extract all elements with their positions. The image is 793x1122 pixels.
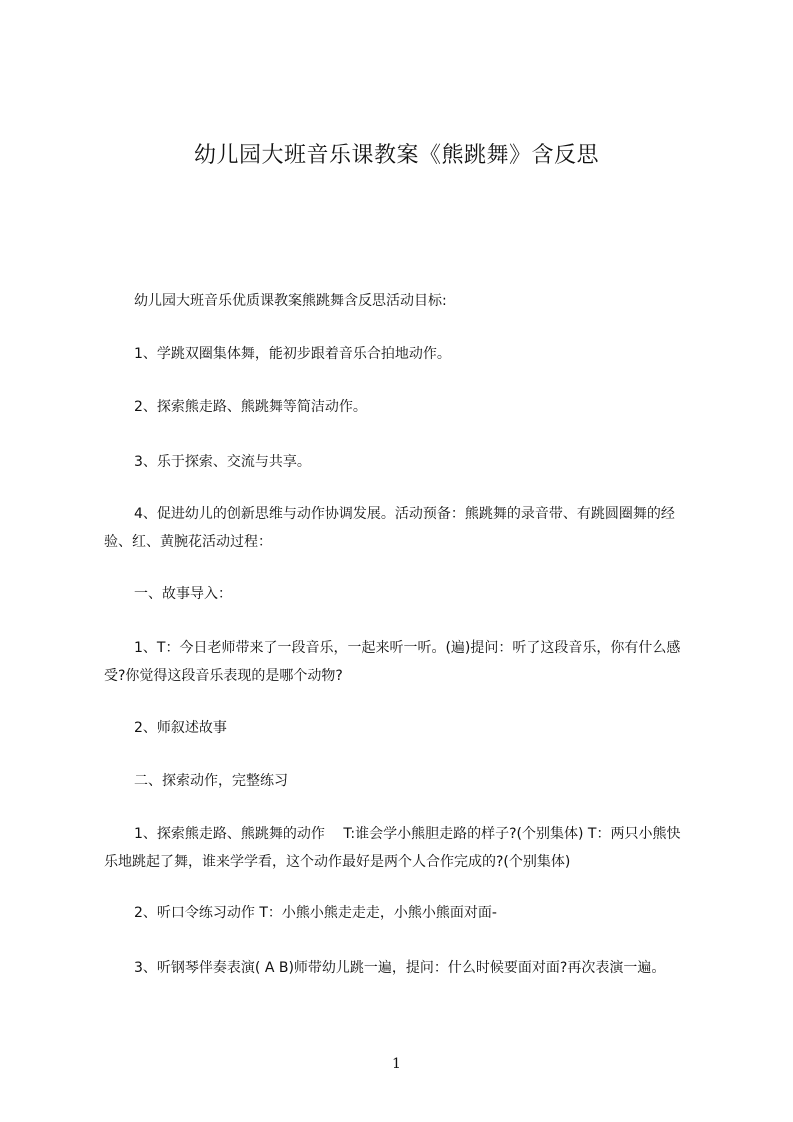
paragraph-intro: 幼儿园大班音乐优质课教案熊跳舞含反思活动目标: [134,293,447,309]
paragraph-step-2-3: 3、听钢琴伴奏表演( A B)师带幼儿跳一遍，提问：什么时候要面对面?再次表演一遍。 [134,960,666,976]
paragraph-goal-1: 1、学跳双圈集体舞，能初步跟着音乐合拍地动作。 [134,346,451,362]
paragraph-step-2-1: 1、探索熊走路、熊跳舞的动作 T:谁会学小熊胆走路的样子?(个别集体) T：两只小熊快乐地跳起了舞，谁来学学看，这个动作最好是两个人合作完成的?(个别集体) [104,826,681,870]
page-number: 1 [392,1056,401,1072]
paragraph-step-1-2: 2、师叙述故事 [134,720,227,736]
paragraph-step-2-2: 2、听口令练习动作 T：小熊小熊走走走，小熊小熊面对面- [134,905,497,921]
document-title: 幼儿园大班音乐课教案《熊跳舞》含反思 [193,143,599,168]
paragraph-step-1-1: 1、T：今日老师带来了一段音乐，一起来听一听。(遍)提问：听了这段音乐，你有什么感受?你觉得这段音乐表现的是哪个动物? [104,640,681,684]
paragraph-section-2-heading: 二、探索动作，完整练习 [134,773,288,789]
paragraph-goal-3: 3、乐于探索、交流与共享。 [134,454,311,470]
paragraph-goal-4: 4、促进幼儿的创新思维与动作协调发展。活动预备：熊跳舞的录音带、有跳圆圈舞的经验、红、黄腕花活动过程： [104,506,675,550]
paragraph-goal-2: 2、探索熊走路、熊跳舞等简洁动作。 [134,399,367,415]
paragraph-section-1-heading: 一、故事导入： [134,586,232,602]
